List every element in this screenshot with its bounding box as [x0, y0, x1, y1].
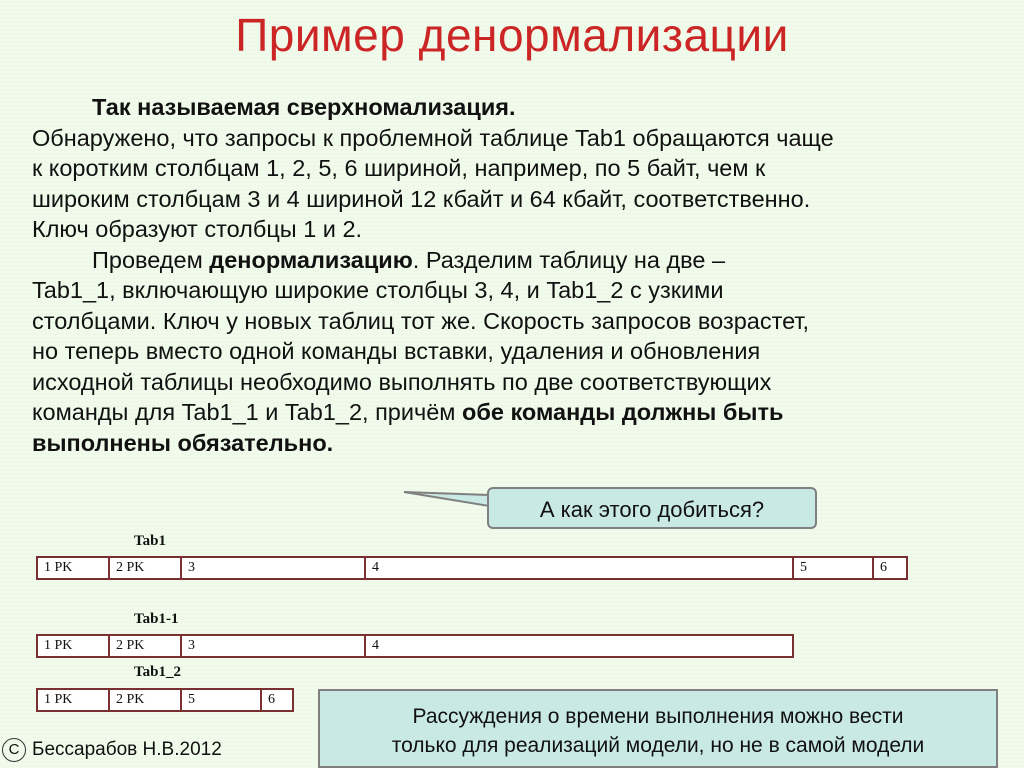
table-cell: 2 PK — [110, 558, 182, 578]
table-cell: 1 PK — [38, 636, 110, 656]
table-cell: 3 — [182, 558, 366, 578]
table-label-tab1-1: Tab1-1 — [134, 611, 179, 627]
slide-title: Пример денормализации — [235, 9, 789, 61]
note-box — [318, 689, 998, 768]
paragraph-2-line: исходной таблицы необходимо выполнять по две соответствующих — [32, 368, 772, 395]
paragraph-2-line: но теперь вместо одной команды вставки, удаления и обновления — [32, 338, 761, 364]
table-cell: 5 — [794, 558, 874, 578]
question-callout: А как этого добиться? — [487, 487, 817, 529]
note-line: только для реализаций модели, но не в самой модели — [391, 734, 925, 757]
paragraph-2-intro: Проведем — [92, 246, 210, 273]
table-cell: 1 PK — [38, 558, 110, 578]
table-cell: 5 — [182, 690, 262, 710]
paragraph-2-line: столбцами. Ключ у новых таблиц тот же. Скорость запросов возрастет, — [32, 307, 810, 334]
paragraph-2-emphasis: обе команды должны быть — [462, 399, 784, 425]
copyright-icon: C — [2, 738, 26, 762]
table-cell: 2 PK — [110, 636, 182, 656]
paragraph-1-heading: Так называемая сверхномализация. — [92, 94, 516, 120]
author-credit: Бессарабов Н.В.2012 — [32, 739, 222, 761]
paragraph-1-line: к коротким столбцам 1, 2, 5, 6 шириной, например, по 5 байт, чем к — [32, 155, 766, 181]
paragraph-1-line: широким столбцам 3 и 4 шириной 12 кбайт и 64 кбайт, соответственно. — [32, 185, 811, 212]
table-cell: 6 — [880, 560, 887, 575]
table-cell: 4 — [366, 558, 794, 578]
table-label-tab1: Tab1 — [134, 533, 166, 549]
table-cell: 2 PK — [110, 690, 182, 710]
table-label-tab1-2: Tab1_2 — [134, 664, 181, 680]
paragraph-1-line: Обнаружено, что запросы к проблемной таблице Tab1 обращаются чаще — [32, 124, 834, 151]
footer — [2, 738, 222, 762]
paragraph-2-line: Tab1_1, включающую широкие столбцы 3, 4, и Tab1_2 с узкими — [32, 277, 724, 303]
paragraph-2-intro-rest: . Разделим таблицу на две – — [412, 246, 726, 273]
table-tab1-2 — [36, 688, 294, 712]
paragraph-2-term: денормализацию — [209, 246, 413, 273]
paragraph-2-emphasis-end: выполнены обязательно. — [32, 429, 334, 456]
paragraph-1-line: Ключ образуют столбцы 1 и 2. — [32, 216, 363, 242]
note-line: Рассуждения о времени выполнения можно вести — [412, 705, 904, 728]
table-tab1-1 — [36, 634, 794, 658]
table-tab1 — [36, 556, 908, 580]
table-cell: 6 — [268, 692, 275, 707]
table-cell: 3 — [182, 636, 366, 656]
table-cell: 1 PK — [38, 690, 110, 710]
table-cell: 4 — [372, 638, 379, 653]
paragraph-2-line: команды для Tab1_1 и Tab1_2, причём — [32, 399, 462, 425]
